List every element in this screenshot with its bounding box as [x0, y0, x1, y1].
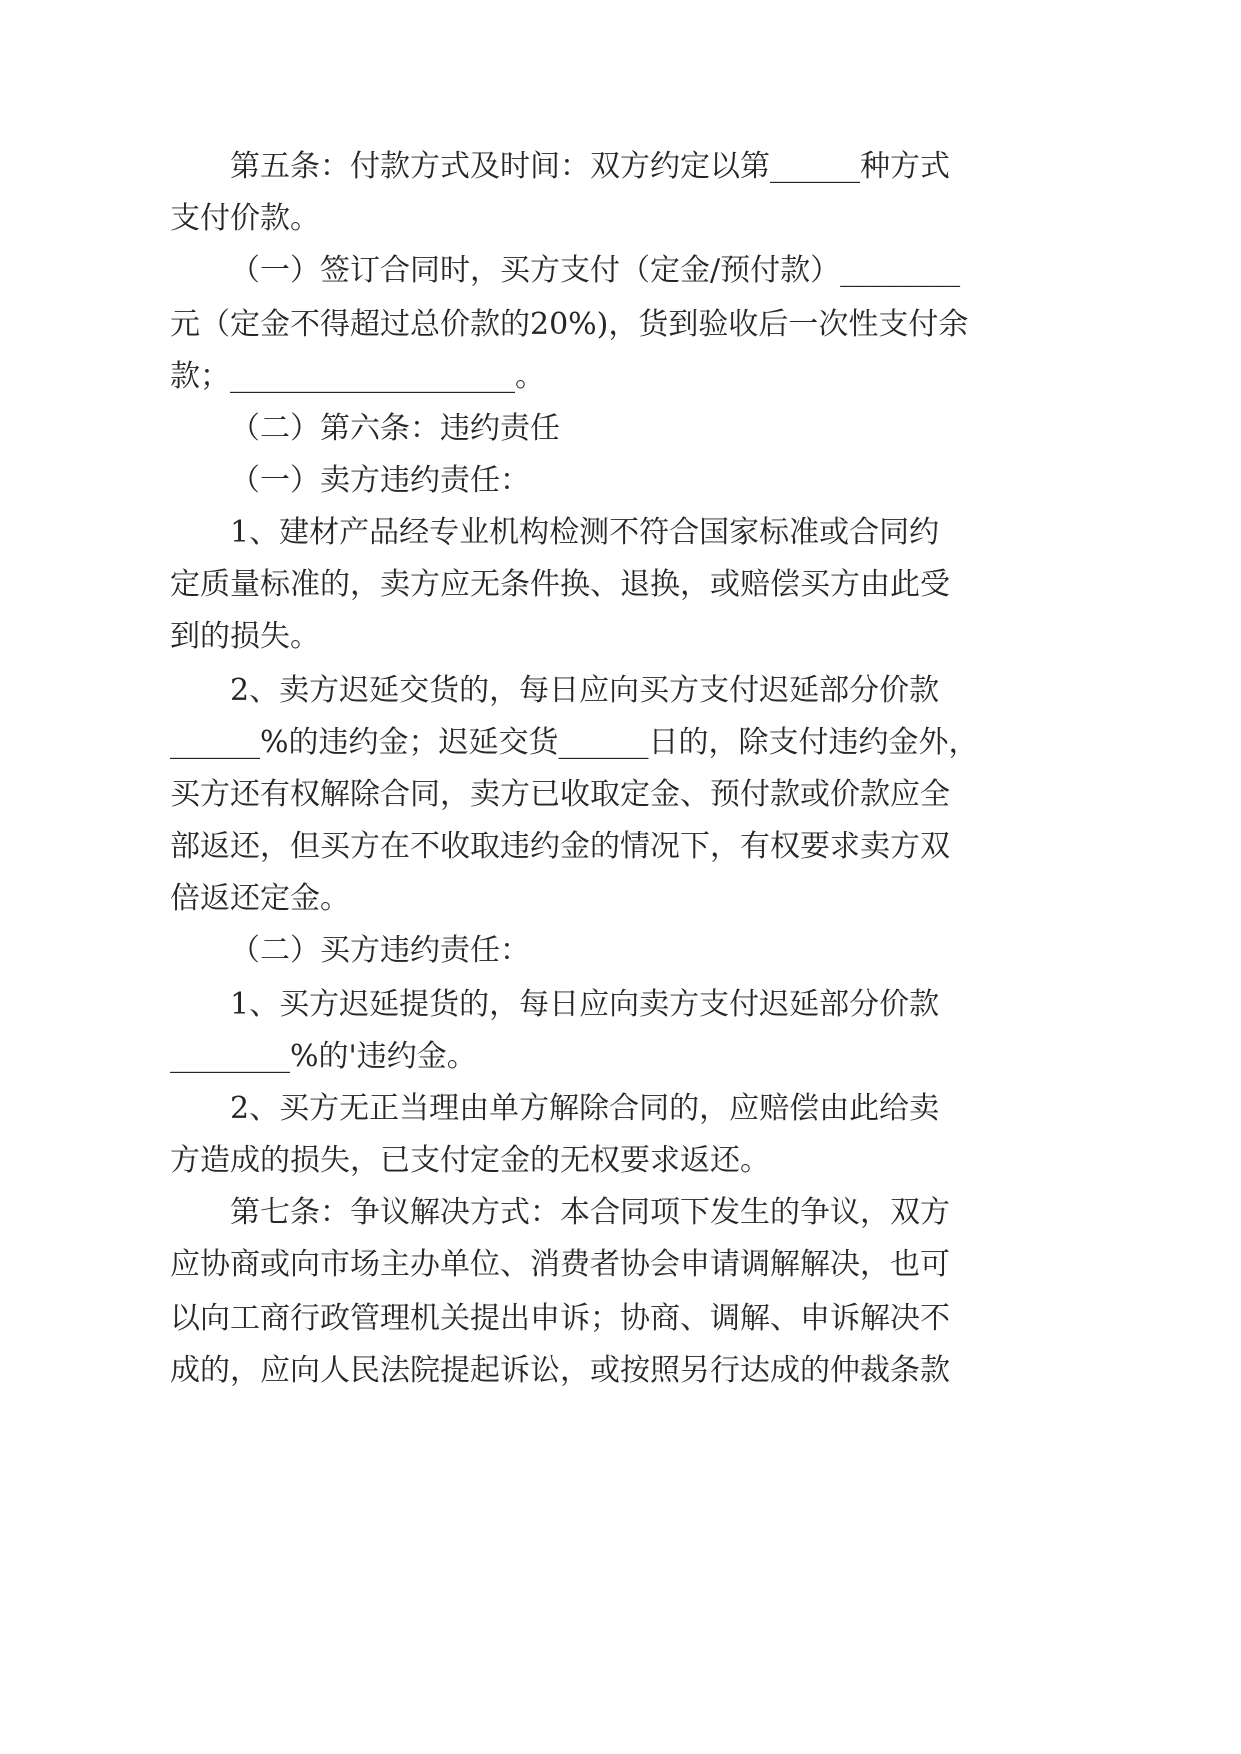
text-line: 定质量标准的，卖方应无条件换、退换，或赔偿买方由此受	[170, 567, 950, 602]
text-line: 第七条：争议解决方式：本合同项下发生的争议，双方	[230, 1195, 950, 1230]
text-line: 2、买方无正当理由单方解除合同的，应赔偿由此给卖	[230, 1091, 940, 1126]
text-line: 支付价款。	[170, 201, 320, 236]
section-heading: （一）卖方违约责任：	[230, 463, 530, 498]
text-line: 第五条：付款方式及时间：双方约定以第______种方式	[230, 149, 950, 184]
text-line: 1、建材产品经专业机构检测不符合国家标准或合同约	[230, 515, 940, 550]
section-heading: （二）买方违约责任：	[230, 933, 530, 968]
text-line: 1、买方迟延提货的，每日应向卖方支付迟延部分价款	[230, 987, 940, 1022]
text-line: 倍返还定金。	[170, 881, 350, 916]
text-line: ______%的违约金；迟延交货______日的，除支付违约金外，	[170, 725, 979, 760]
text-line: 款；___________________。	[170, 359, 545, 394]
text-line: 应协商或向市场主办单位、消费者协会申请调解解决，也可	[170, 1247, 950, 1282]
text-line: 成的，应向人民法院提起诉讼，或按照另行达成的仲裁条款	[170, 1353, 950, 1388]
text-line: 部返还，但买方在不收取违约金的情况下，有权要求卖方双	[170, 829, 950, 864]
text-line: ________%的'违约金。	[170, 1039, 477, 1074]
text-line: （一）签订合同时，买方支付（定金/预付款）________	[230, 253, 961, 288]
text-line: 以向工商行政管理机关提出申诉；协商、调解、申诉解决不	[170, 1301, 950, 1336]
text-line: 元（定金不得超过总价款的20%)，货到验收后一次性支付余	[170, 307, 969, 342]
text-line: 2、卖方迟延交货的，每日应向买方支付迟延部分价款	[230, 673, 940, 708]
text-line: 买方还有权解除合同，卖方已收取定金、预付款或价款应全	[170, 777, 950, 812]
section-heading: （二）第六条：违约责任	[230, 411, 560, 446]
text-line: 方造成的损失，已支付定金的无权要求返还。	[170, 1143, 770, 1178]
text-line: 到的损失。	[170, 619, 320, 654]
